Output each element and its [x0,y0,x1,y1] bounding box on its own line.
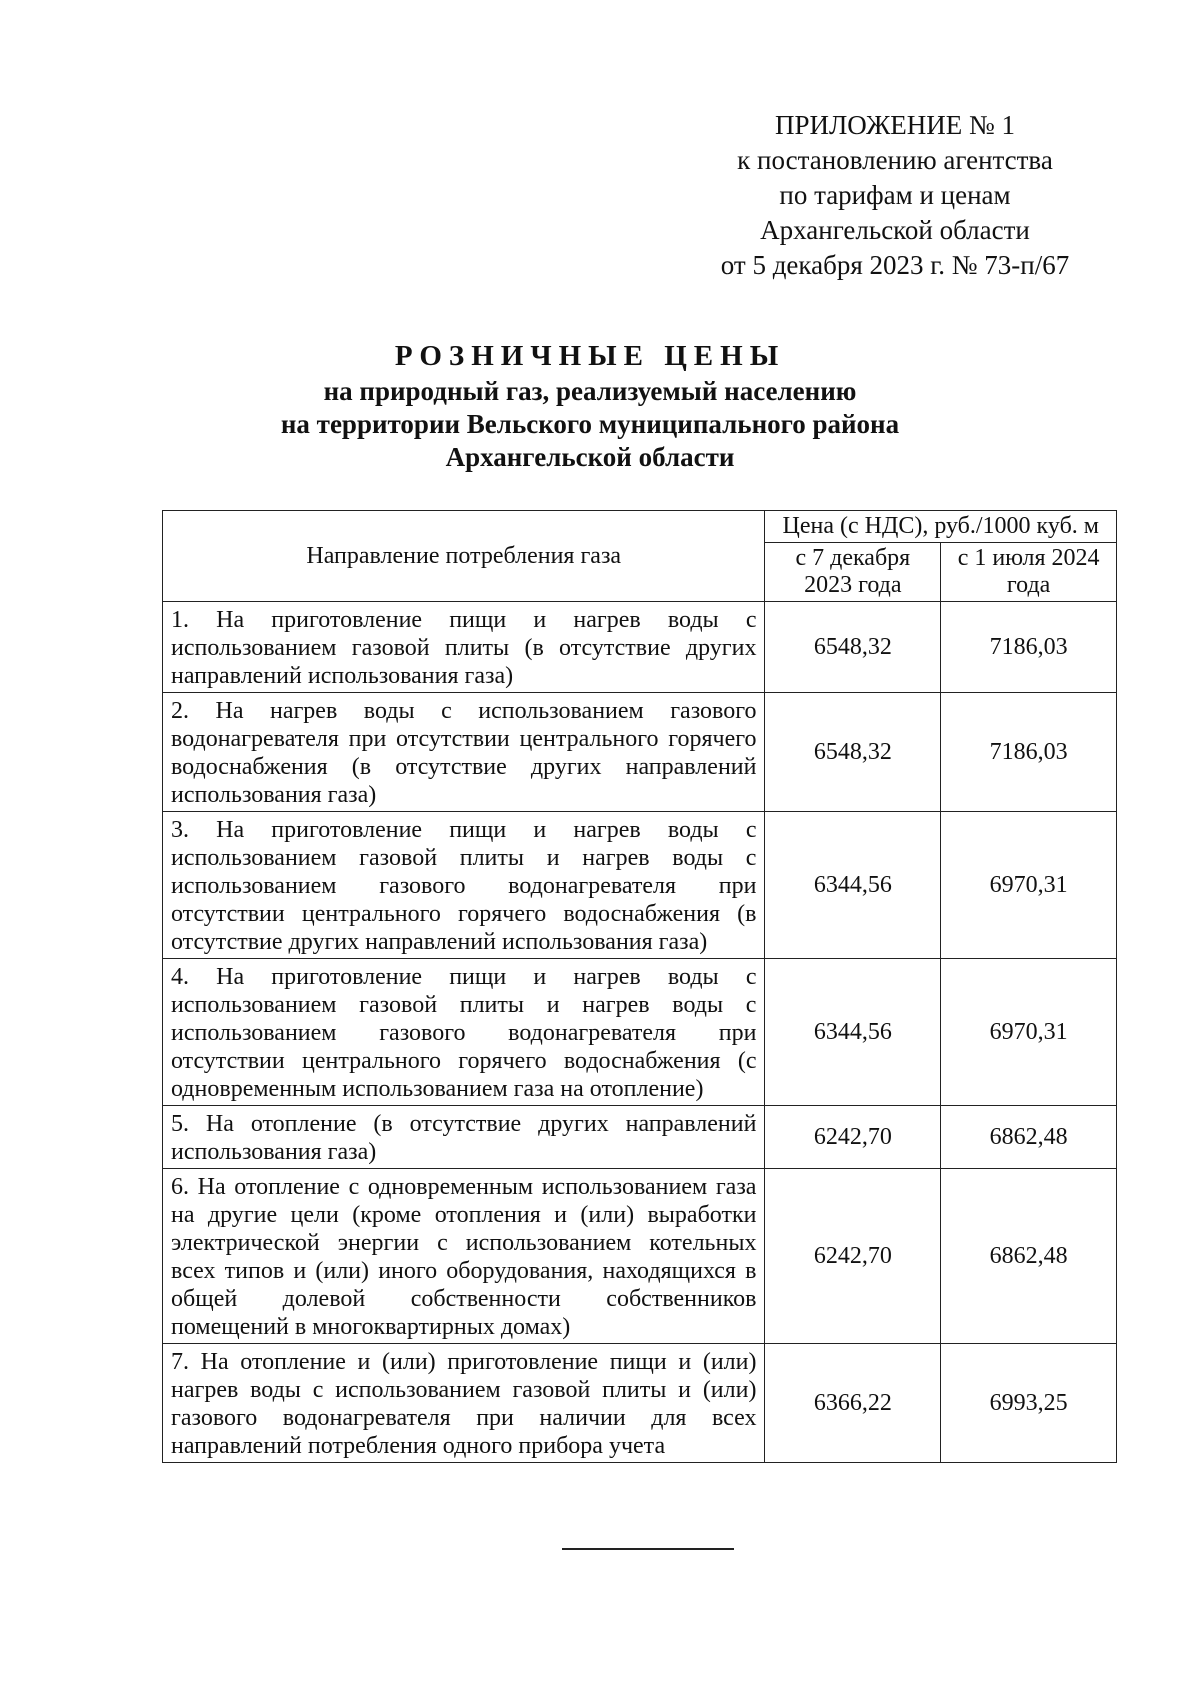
end-separator-line [562,1548,734,1550]
appendix-ref-line: по тарифам и ценам [779,180,1011,210]
document-title: РОЗНИЧНЫЕ ЦЕНЫ [394,340,786,372]
row-price-period-1: 6548,32 [765,693,941,812]
row-price-period-2: 6970,31 [941,959,1117,1106]
appendix-ref-line: к постановлению агентства [737,145,1053,175]
row-price-period-1: 6548,32 [765,602,941,693]
appendix-ref-line: Архангельской области [760,215,1030,245]
row-price-period-2: 6862,48 [941,1106,1117,1169]
row-direction: 1. На приготовление пищи и нагрев воды с использованием газовой плиты (в отсутствие других направлений использования газа) [163,602,765,693]
row-price-period-1: 6344,56 [765,812,941,959]
row-direction: 4. На приготовление пищи и нагрев воды с использованием газовой плиты и нагрев воды с использованием газового водонагревателя при отсутствии центрального горячего водоснабжения (с одновременным использованием газа на отопление) [163,959,765,1106]
table-row [163,693,1117,812]
column-header-period-1: с 7 декабря 2023 года [765,543,941,602]
table-row [163,812,1117,959]
row-price-period-2: 6993,25 [941,1344,1117,1463]
prices-table [162,510,1117,1463]
document-subtitle: на территории Вельского муниципального района [280,409,900,439]
row-direction: 5. На отопление (в отсутствие других направлений использования газа) [163,1106,765,1169]
table-row [163,1169,1117,1344]
document-subtitle: на природный газ, реализуемый населению [323,376,857,406]
column-header-direction: Направление потребления газа [163,511,765,602]
row-price-period-2: 6862,48 [941,1169,1117,1344]
document-subtitle: Архангельской области [445,442,735,472]
row-price-period-2: 7186,03 [941,602,1117,693]
table-row [163,602,1117,693]
column-header-period-2: с 1 июля 2024 года [941,543,1117,602]
table-row [163,1106,1117,1169]
row-price-period-1: 6366,22 [765,1344,941,1463]
row-price-period-1: 6344,56 [765,959,941,1106]
row-direction: 3. На приготовление пищи и нагрев воды с использованием газовой плиты и нагрев воды с использованием газового водонагревателя при отсутствии центрального горячего водоснабжения (в отсутствие других направлений использования газа) [163,812,765,959]
row-price-period-2: 7186,03 [941,693,1117,812]
table-row [163,959,1117,1106]
row-direction: 2. На нагрев воды с использованием газового водонагревателя при отсутствии центрального горячего водоснабжения (в отсутствие других направлений использования газа) [163,693,765,812]
row-direction: 6. На отопление с одновременным использованием газа на другие цели (кроме отопления и (или) выработки электрической энергии с использованием котельных всех типов и (или) иного оборудования, находящихся в общей долевой собственности собственников помещений в многоквартирных домах) [163,1169,765,1344]
appendix-block [690,108,1100,283]
row-price-period-1: 6242,70 [765,1169,941,1344]
table-header-row [163,511,1117,543]
row-price-period-1: 6242,70 [765,1106,941,1169]
row-price-period-2: 6970,31 [941,812,1117,959]
column-header-price: Цена (с НДС), руб./1000 куб. м [765,511,1117,543]
appendix-number: ПРИЛОЖЕНИЕ № 1 [774,110,1016,140]
appendix-date: от 5 декабря 2023 г. № 73-п/67 [720,250,1070,280]
row-direction: 7. На отопление и (или) приготовление пищи и (или) нагрев воды с использованием газовой плиты и (или) газового водонагревателя при наличии для всех направлений потребления одного прибора учета [163,1344,765,1463]
document-heading [150,340,1030,474]
table-row [163,1344,1117,1463]
